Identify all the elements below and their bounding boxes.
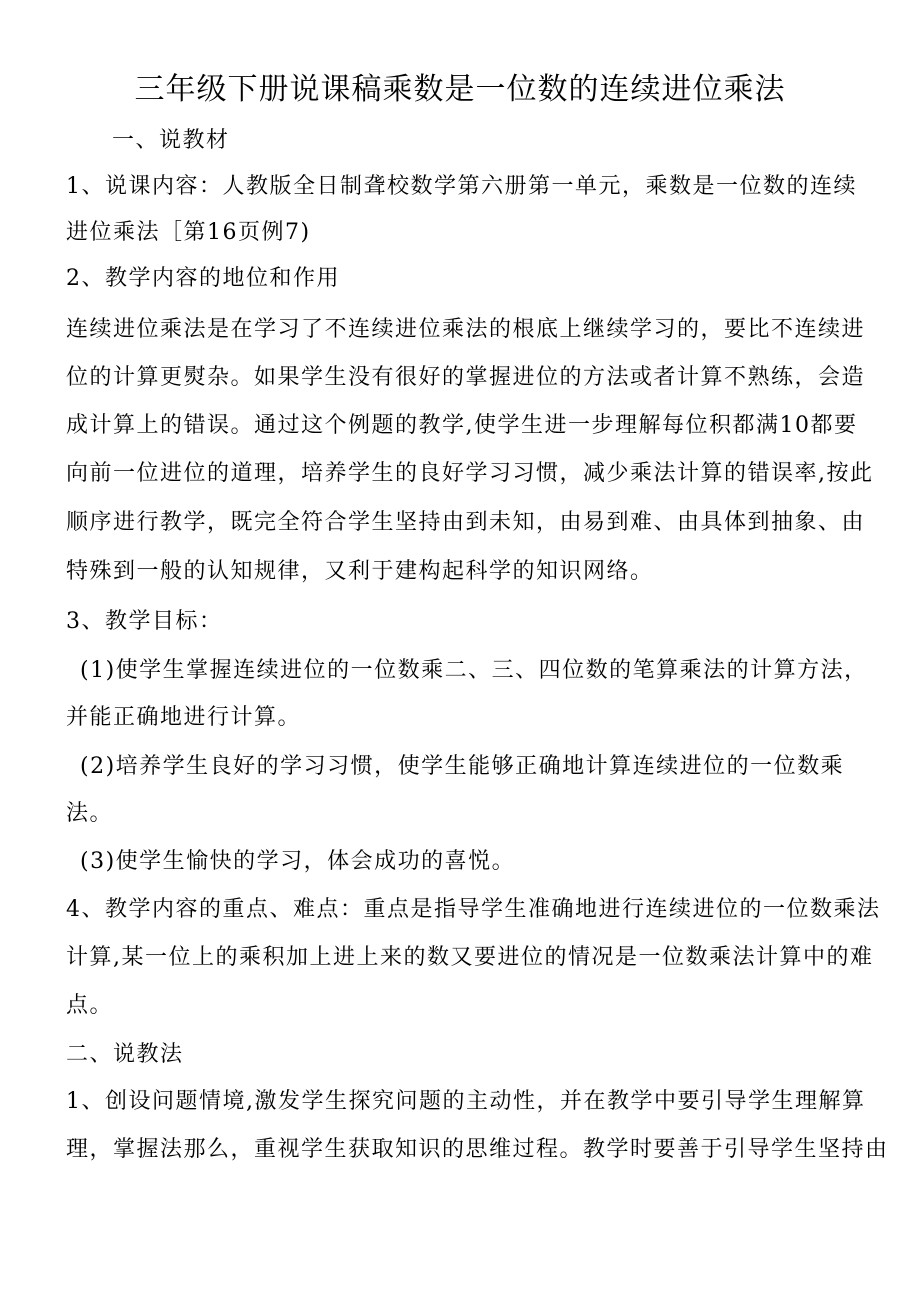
paragraph-line: 连续进位乘法是在学习了不连续进位乘法的根底上继续学习的，要比不连续进 bbox=[66, 317, 866, 342]
subheading-role: 2、教学内容的地位和作用 bbox=[66, 266, 340, 291]
paragraph-line: 位的计算更熨杂。如果学生没有很好的掌握进位的方法或者计算不熟练，会造 bbox=[66, 365, 866, 390]
paragraph-line: 特殊到一般的认知规律，又利于建构起科学的知识网络。 bbox=[66, 559, 654, 584]
paragraph-line: 1、创设问题情境,激发学生探究问题的主动性，并在教学中要引导学生理解算 bbox=[66, 1089, 866, 1114]
paragraph-line: 计算,某一位上的乘积加上进上来的数又要进位的情况是一位数乘法计算中的难 bbox=[66, 945, 874, 970]
paragraph-line: 法。 bbox=[66, 801, 114, 826]
paragraph-line: 进位乘法［第16页例7) bbox=[66, 220, 311, 245]
paragraph-line: 向前一位进位的道理，培养学生的良好学习习惯，减少乘法计算的错误率,按此 bbox=[66, 461, 874, 486]
paragraph-line: 并能正确地进行计算。 bbox=[66, 705, 302, 730]
list-item: (2)培养学生良好的学习习惯，使学生能够正确地计算连续进位的一位数乘 bbox=[80, 754, 845, 779]
list-item: (1)使学生掌握连续进位的一位数乘二、三、四位数的笔算乘法的计算方法， bbox=[80, 658, 868, 683]
paragraph-line: 顺序进行教学，既完全符合学生坚持由到未知，由易到难、由具体到抽象、由 bbox=[66, 510, 866, 535]
paragraph-line: 点。 bbox=[66, 993, 114, 1018]
paragraph-line: 4、教学内容的重点、难点：重点是指导学生准确地进行连续进位的一位数乘法 bbox=[66, 897, 881, 922]
paragraph-line: 理，掌握法那么，重视学生获取知识的思维过程。教学时要善于引导学生坚持由 bbox=[66, 1137, 889, 1162]
subheading-objectives: 3、教学目标： bbox=[66, 609, 223, 634]
paragraph-line: 成计算上的错误。通过这个例题的教学,使学生进一步理解每位积都满10都要 bbox=[66, 413, 858, 438]
section-heading-textbook: 一、说教材 bbox=[112, 128, 230, 153]
paragraph-line: 1、说课内容：人教版全日制聋校数学第六册第一单元，乘数是一位数的连续 bbox=[66, 174, 857, 199]
list-item: (3)使学生愉快的学习，体会成功的喜悦。 bbox=[80, 849, 516, 874]
section-heading-method: 二、说教法 bbox=[66, 1042, 184, 1067]
page-title: 三年级下册说课稿乘数是一位数的连续进位乘法 bbox=[134, 72, 786, 107]
